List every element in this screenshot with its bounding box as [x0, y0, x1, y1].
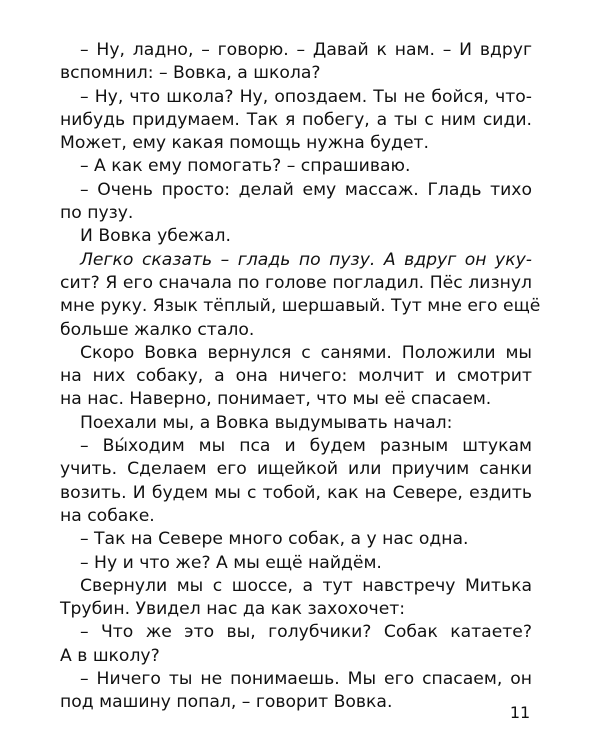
text-line: на собаке.: [60, 505, 155, 526]
text-line: по пузу.: [60, 203, 134, 224]
text-line: на них собаку, а она ничего: молчит и смотрит: [60, 366, 532, 387]
text-line: – Ну, ладно, – говорю. – Давай к нам. – И вдруг: [80, 40, 532, 60]
text-line: – Ну, что школа? Ну, опоздаем. Ты не бойся, что-: [80, 86, 532, 107]
text-line: вспомнил: – Вовка, а школа?: [60, 63, 321, 84]
text-line: больше жалко стало.: [60, 319, 255, 340]
text-line: Свернули мы с шоссе, а тут навстречу Митька: [80, 575, 532, 596]
text-line: учить. Сделаем его ищейкой или приучим санки: [60, 459, 532, 480]
text-line: – Так на Севере много собак, а у нас одна.: [80, 529, 469, 550]
page-text: [60, 39, 541, 715]
text-line: под машину попал, – говорит Вовка.: [60, 692, 393, 713]
text-line: возить. И будем мы с тобой, как на Севере, ездить: [60, 482, 532, 503]
text-line: И Вовка убежал.: [80, 226, 231, 247]
text-line: Трубин. Увидел нас да как захохочет:: [60, 599, 406, 620]
text-line: Поехали мы, а Вовка выдумывать начал:: [80, 412, 453, 433]
text-line: Легко сказать – гладь по пузу. А вдруг он уку-: [80, 249, 532, 270]
text-line: – А как ему помогать? – спрашиваю.: [80, 156, 411, 177]
text-line: – Вы́ходим мы пса и будем разным штукам: [80, 436, 532, 457]
text-line: – Ну и что же? А мы ещё найдём.: [80, 552, 382, 573]
text-line: – Очень просто: делай ему массаж. Гладь тихо: [80, 179, 532, 200]
page-number: 11: [509, 703, 531, 722]
text-line: Скоро Вовка вернулся с санями. Положили мы: [80, 342, 532, 363]
text-line: нибудь придумаем. Так я побегу, а ты с ним сиди.: [60, 109, 532, 130]
text-line: – Что же это вы, голубчики? Собак катаете?: [80, 622, 532, 643]
text-line: мне руку. Язык тёплый, шершавый. Тут мне его ещё: [60, 296, 541, 317]
text-line: сит? Я его сначала по голове погладил. Пёс лизнул: [60, 272, 532, 293]
text-line: А в школу?: [60, 645, 160, 666]
text-line: – Ничего ты не понимаешь. Мы его спасаем, он: [80, 669, 532, 690]
text-line: Может, ему какая помощь нужна будет.: [60, 133, 429, 154]
text-line: на нас. Наверно, понимает, что мы её спасаем.: [60, 389, 492, 410]
